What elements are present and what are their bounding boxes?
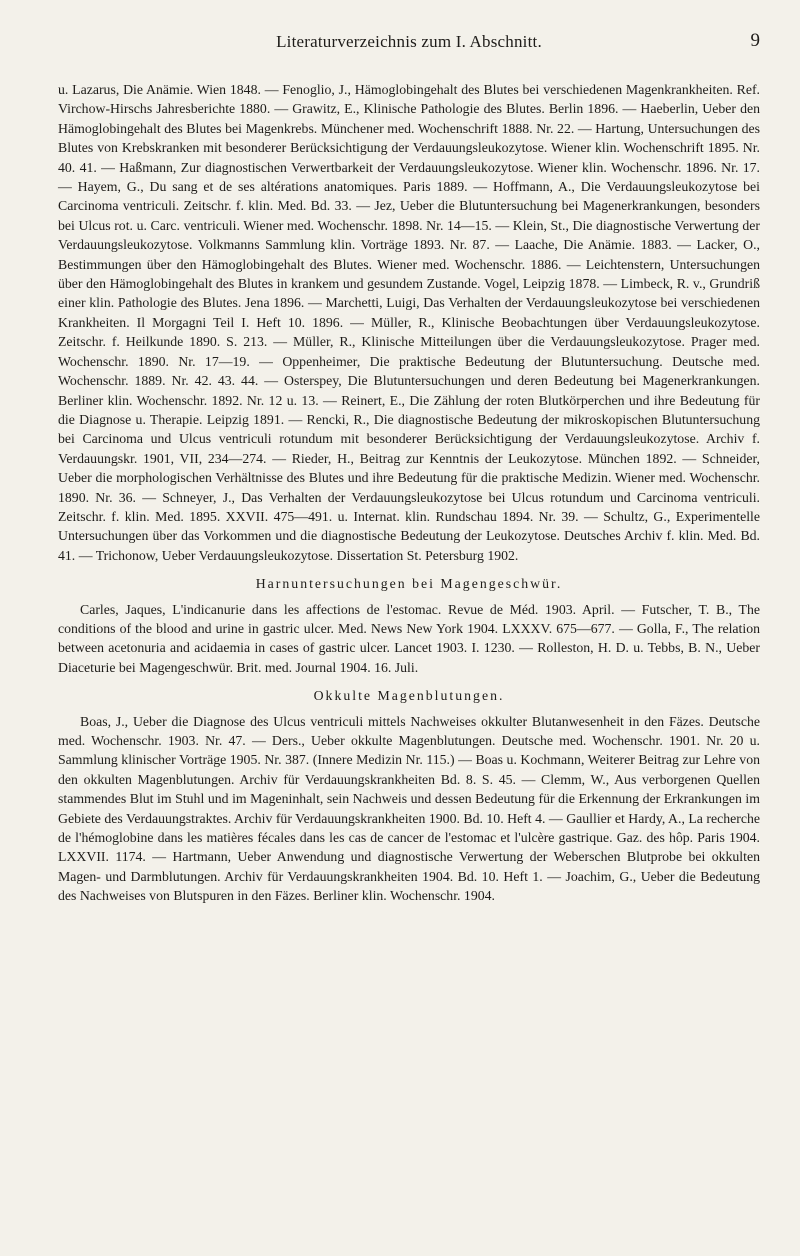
bibliography-paragraph-blood: u. Lazarus, Die Anämie. Wien 1848. — Fenoglio, J., Hämoglobingehalt des Blutes bei verschiedenen Magenkrankheiten. Ref. Virchow-Hirschs Jahresberichte 1880. — Grawitz, E., Klinische Pathologie des Blutes. Berlin 1896. — Haeberlin, Ueber den Hämoglobingehalt des Blutes bei Magenkrebs. Münchener med. Wochenschrift 1888. Nr. 22. — Hartung, Untersuchungen des Blutes von Krebskranken mit besonderer Berücksichtigung der Verdauungsleukozytose. Wiener klin. Wochenschrift 1895. Nr. 40. 41. — Haßmann, Zur diagnostischen Verwertbarkeit der Verdauungsleukozytose. Wiener klin. Wochenschr. 1896. Nr. 17. — Hayem, G., Du sang et de ses altérations anatomiques. Paris 1889. — Hoffmann, A., Die Verdauungsleukozytose bei Carcinoma ventriculi. Zeitschr. f. klin. Med. Bd. 33. — Jez, Ueber die Blutuntersuchung bei Magenerkrankungen, besonders bei Ulcus rot. u. Carc. ventriculi. Wiener med. Wochenschr. 1898. Nr. 14—15. — Klein, St., Die diagnostische Verwertung der Verdauungsleukozytose. Volkmanns Sammlung klin. Vorträge 1893. Nr. 87. — Laache, Die Anämie. 1883. — Lacker, O., Bestimmungen über den Hämoglobingehalt des Blutes. Wiener med. Wochenschr. 1886. — Leichtenstern, Untersuchungen über den Hämoglobingehalt des Blutes in krankem und gesundem Zustande. Vogel, Leipzig 1878. — Limbeck, R. v., Grundriß einer klin. Pathologie des Blutes. Jena 1896. — Marchetti, Luigi, Das Verhalten der Verdauungsleukozytose bei verschiedenen Krankheiten. Il Morgagni Teil I. Heft 10. 1896. — Müller, R., Klinische Beobachtungen über Verdauungsleukozytose. Zeitschr. f. Heilkunde 1890. S. 213. — Müller, R., Klinische Mitteilungen über die Verdauungsleukozytose. Prager med. Wochenschr. 1890. Nr. 17—19. — Oppenheimer, Die praktische Bedeutung der Blutuntersuchung. Deutsche med. Wochenschr. 1889. Nr. 42. 43. 44. — Osterspey, Die Blutuntersuchungen und deren Bedeutung bei Magenerkrankungen. Berliner klin. Wochenschr. 1892. Nr. 12 u. 13. — Reinert, E., Die Zählung der roten Blutkörperchen und ihre Bedeutung für die Diagnose u. Therapie. Leipzig 1891. — Rencki, R., Die diagnostische Bedeutung der mikroskopischen Blutuntersuchung bei Carcinoma und Ulcus ventriculi rotundum mit besonderer Berücksichtigung der Verdauungsleukozytose. Archiv f. Verdauungskr. 1901, VII, 234—274. — Rieder, H., Beitrag zur Kenntnis der Leukozytose. München 1892. — Schneider, Ueber die morphologischen Verhältnisse des Blutes und ihre Bedeutung für die praktische Medizin. Wiener med. Wochenschr. 1890. Nr. 36. — Schneyer, J., Das Verhalten der Verdauungsleukozytose bei Ulcus rotundum und Carcinoma ventriculi. Zeitschr. f. klin. Med. 1895. XXVII. 475—491. u. Internat. klin. Rundschau 1894. Nr. 39. — Schultz, G., Experimentelle Untersuchungen über das Vorkommen und die diagnostische Bedeutung der Leukozytose. Deutsches Archiv f. klin. Med. Bd. 41. — Trichonow, Ueber Verdauungsleukozytose. Dissertation St. Petersburg 1902. <box>58 82 760 563</box>
section-heading-urine: Harnuntersuchungen bei Magengeschwür. <box>255 576 563 592</box>
running-head <box>58 30 760 56</box>
bibliography-paragraph-urine: Carles, Jaques, L'indicanurie dans les affections de l'estomac. Revue de Méd. 1903. April. — Futscher, T. B., The conditions of the blood and urine in gastric ulcer. Med. News New York 1904. LXXXV. 675—677. — Golla, F., The relation between acetonuria and acidaemia in cases of gastric ulcer. Lancet 1903. I. 1230. — Rolleston, H. D. u. Tebbs, B. N., Ueber Diaceturie bei Magengeschwür. Brit. med. Journal 1904. 16. Juli. <box>58 601 760 675</box>
bibliography-body <box>58 80 760 906</box>
bibliography-paragraph-occult-bleeding: Boas, J., Ueber die Diagnose des Ulcus ventriculi mittels Nachweises okkulter Blutanwesenheit in den Fäzes. Deutsche med. Wochenschr. 1903. Nr. 47. — Ders., Ueber okkulte Magenblutungen. Deutsche med. Wochenschr. 1901. Nr. 20 u. Sammlung klinischer Vorträge 1905. Nr. 387. (Innere Medizin Nr. 115.) — Boas u. Kochmann, Weiterer Beitrag zur Lehre von den okkulten Magenblutungen. Archiv für Verdauungskrankheiten Bd. 8. S. 45. — Clemm, W., Aus verborgenen Quellen stammendes Blut im Stuhl und im Mageninhalt, sein Nachweis und dessen Bedeutung für die Erkennung der Erkrankungen im Gebiete des Verdauungstraktes. Archiv für Verdauungskrankheiten 1900. Bd. 10. Heft 4. — Gaullier et Hardy, A., La recherche de l'hémoglobine dans les matières fécales dans les cas de cancer de l'estomac et l'ulcère gastrique. Gaz. des hôp. Paris 1904. LXXVII. 1174. — Hartmann, Ueber Anwendung und diagnostische Verwertung der Weberschen Blutprobe bei okkulten Magen- und Darmblutungen. Archiv für Verdauungskrankheiten 1904. Bd. 10. Heft 1. — Joachim, G., Ueber die Bedeutung des Nachweises von Blutspuren in den Fäzes. Berliner klin. Wochenschr. 1904. <box>58 713 760 904</box>
running-title: Literaturverzeichnis zum I. Abschnitt. <box>276 32 542 51</box>
section-heading-occult-bleeding: Okkulte Magenblutungen. <box>313 688 505 704</box>
page-number: 9 <box>750 30 760 51</box>
